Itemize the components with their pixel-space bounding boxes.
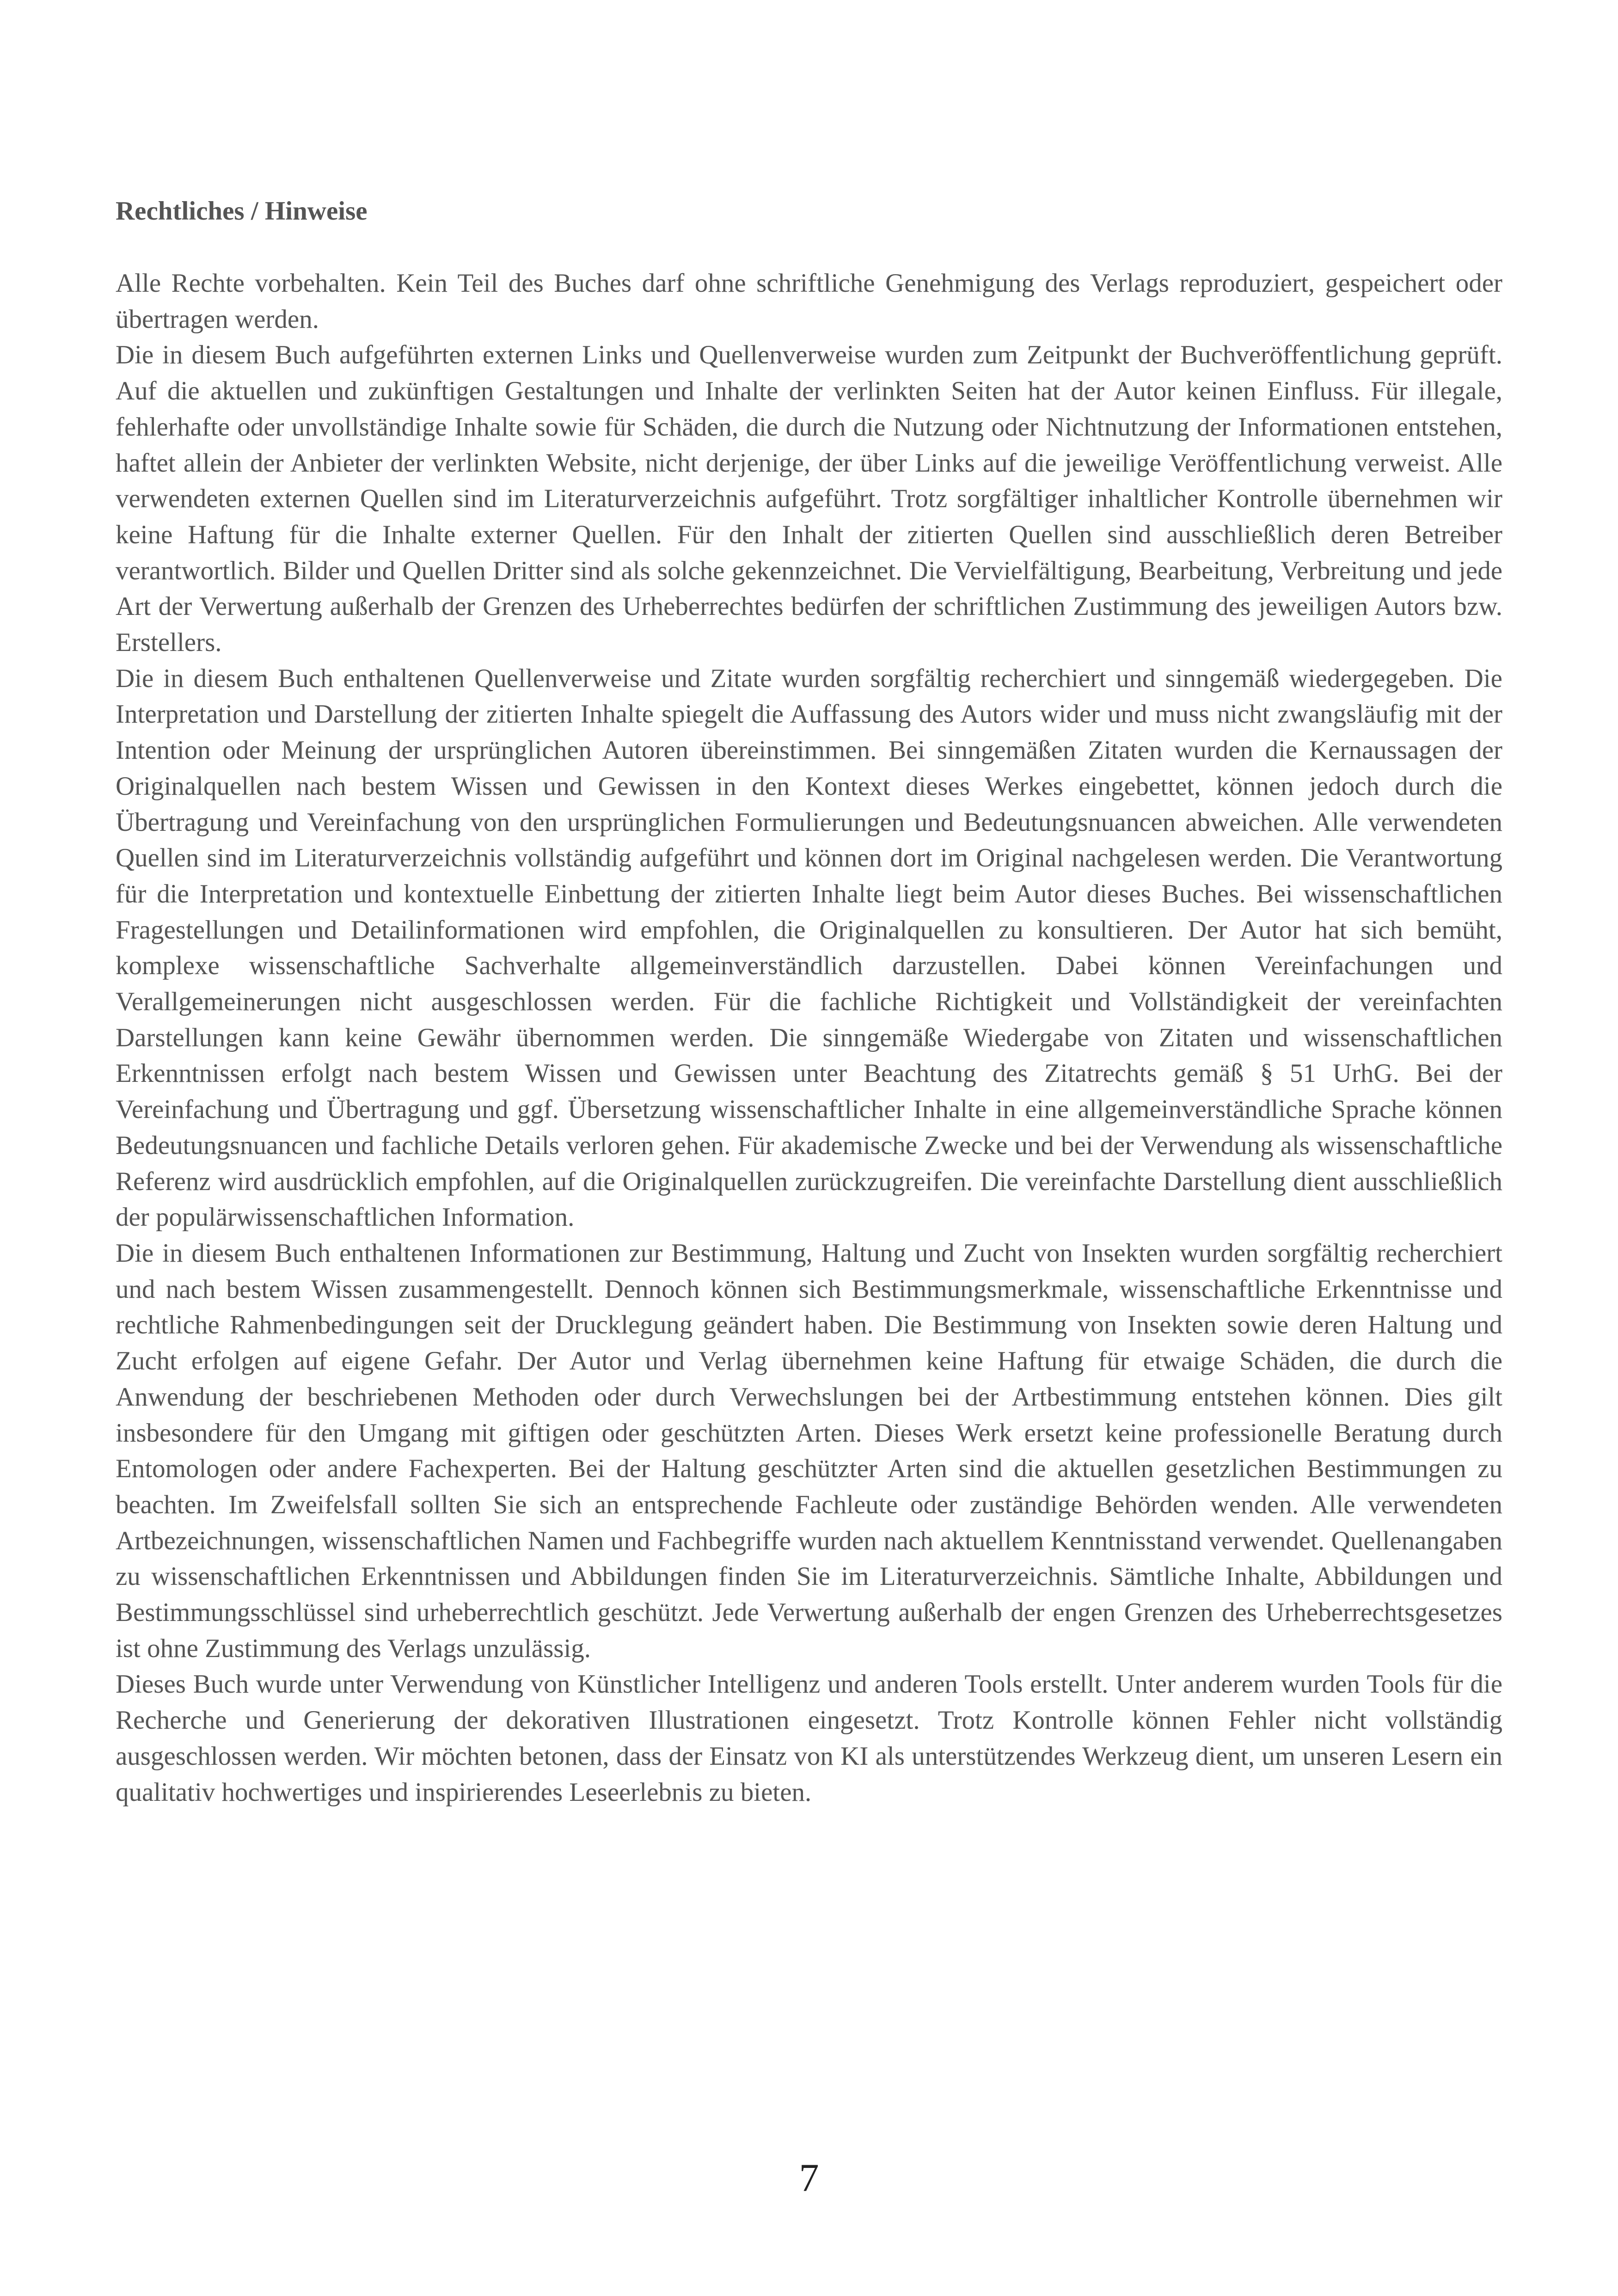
paragraph-insect-disclaimer: Die in diesem Buch enthaltenen Informationen zur Bestimmung, Haltung und Zucht von Insekten wurden sorgfältig recherchiert und nach bestem Wissen zusammengestellt. Dennoch können sich Bestimmungsmerkmale, wissenschaftliche Erkenntnisse und rechtliche Rahmenbedingungen seit der Drucklegung geändert haben. Die Bestimmung von Insekten sowie deren Haltung und Zucht erfolgen auf eigene Gefahr. Der Autor und Verlag übernehmen keine Haftung für etwaige Schäden, die durch die Anwendung der beschriebenen Methoden oder durch Verwechslungen bei der Artbestimmung entstehen können. Dies gilt insbesondere für den Umgang mit giftigen oder geschützten Arten. Dieses Werk ersetzt keine professionelle Beratung durch Entomologen oder andere Fachexperten. Bei der Haltung geschützter Arten sind die aktuellen gesetzlichen Bestimmungen zu beachten. Im Zweifelsfall sollten Sie sich an entsprechende Fachleute oder zuständige Behörden wenden. Alle verwendeten Artbezeichnungen, wissenschaftlichen Namen und Fachbegriffe wurden nach aktuellem Kenntnisstand verwendet. Quellenangaben zu wissenschaftlichen Erkenntnissen und Abbildungen finden Sie im Literaturverzeichnis. Sämtliche Inhalte, Abbildungen und Bestimmungsschlüssel sind urheberrechtlich geschützt. Jede Verwertung außerhalb der engen Grenzen des Urheberrechtsgesetzes ist ohne Zustimmung des Verlags unzulässig. [116, 1238, 1502, 1663]
page-number: 7 [799, 2155, 819, 2200]
page-content [116, 193, 1502, 1810]
paragraph-ai-notice: Dieses Buch wurde unter Verwendung von Künstlicher Intelligenz und anderen Tools erstellt. Unter anderem wurden Tools für die Recherche und Generierung der dekorativen Illustrationen eingesetzt. Trotz Kontrolle können Fehler nicht vollständig ausgeschlossen werden. Wir möchten betonen, dass der Einsatz von KI als unterstützendes Werkzeug dient, um unseren Lesern ein qualitativ hochwertiges und inspirierendes Leseerlebnis zu bieten. [116, 1670, 1502, 1807]
paragraph-citations: Die in diesem Buch enthaltenen Quellenverweise und Zitate wurden sorgfältig recherchiert und sinngemäß wiedergegeben. Die Interpretation und Darstellung der zitierten Inhalte spiegelt die Auffassung des Autors wider und muss nicht zwangsläufig mit der Intention oder Meinung der ursprünglichen Autoren übereinstimmen. Bei sinngemäßen Zitaten wurden die Kernaussagen der Originalquellen nach bestem Wissen und Gewissen in den Kontext dieses Werkes eingebettet, können jedoch durch die Übertragung und Vereinfachung von den ursprünglichen Formulierungen und Bedeutungsnuancen abweichen. Alle verwendeten Quellen sind im Literaturverzeichnis vollständig aufgeführt und können dort im Original nachgelesen werden. Die Verantwortung für die Interpretation und kontextuelle Einbettung der zitierten Inhalte liegt beim Autor dieses Buches. Bei wissenschaftlichen Fragestellungen und Detailinformationen wird empfohlen, die Originalquellen zu konsultieren. Der Autor hat sich bemüht, komplexe wissenschaftliche Sachverhalte allgemeinverständlich darzustellen. Dabei können Vereinfachungen und Verallgemeinerungen nicht ausgeschlossen werden. Für die fachliche Richtigkeit und Vollständigkeit der vereinfachten Darstellungen kann keine Gewähr übernommen werden. Die sinngemäße Wiedergabe von Zitaten und wissenschaftlichen Erkenntnissen erfolgt nach bestem Wissen und Gewissen unter Beachtung des Zitatrechts gemäß § 51 UrhG. Bei der Vereinfachung und Übertragung und ggf. Übersetzung wissenschaftlicher Inhalte in eine allgemeinverständliche Sprache können Bedeutungsnuancen und fachliche Details verloren gehen. Für akademische Zwecke und bei der Verwendung als wissenschaftliche Referenz wird ausdrücklich empfohlen, auf die Originalquellen zurückzugreifen. Die vereinfachte Darstellung dient ausschließlich der populärwissenschaftlichen Information. [116, 663, 1502, 1232]
paragraph-external-links: Die in diesem Buch aufgeführten externen Links und Quellenverweise wurden zum Zeitpunkt der Buchveröffentlichung geprüft. Auf die aktuellen und zukünftigen Gestaltungen und Inhalte der verlinkten Seiten hat der Autor keinen Einfluss. Für illegale, fehlerhafte oder unvollständige Inhalte sowie für Schäden, die durch die Nutzung oder Nichtnutzung der Informationen entstehen, haftet allein der Anbieter der verlinkten Website, nicht derjenige, der über Links auf die jeweilige Veröffentlichung verweist. Alle verwendeten externen Quellen sind im Literaturverzeichnis aufgeführt. Trotz sorgfältiger inhaltlicher Kontrolle übernehmen wir keine Haftung für die Inhalte externer Quellen. Für den Inhalt der zitierten Quellen sind ausschließlich deren Betreiber verantwortlich. Bilder und Quellen Dritter sind als solche gekennzeichnet. Die Vervielfältigung, Bearbeitung, Verbreitung und jede Art der Verwertung außerhalb der Grenzen des Urheberrechtes bedürfen der schriftlichen Zustimmung des jeweiligen Autors bzw. Erstellers. [116, 340, 1502, 657]
paragraph-rights: Alle Rechte vorbehalten. Kein Teil des Buches darf ohne schriftliche Genehmigung des Verlags reproduziert, gespeichert oder übertragen werden. [116, 269, 1502, 334]
section-heading: Rechtliches / Hinweise [116, 196, 368, 226]
